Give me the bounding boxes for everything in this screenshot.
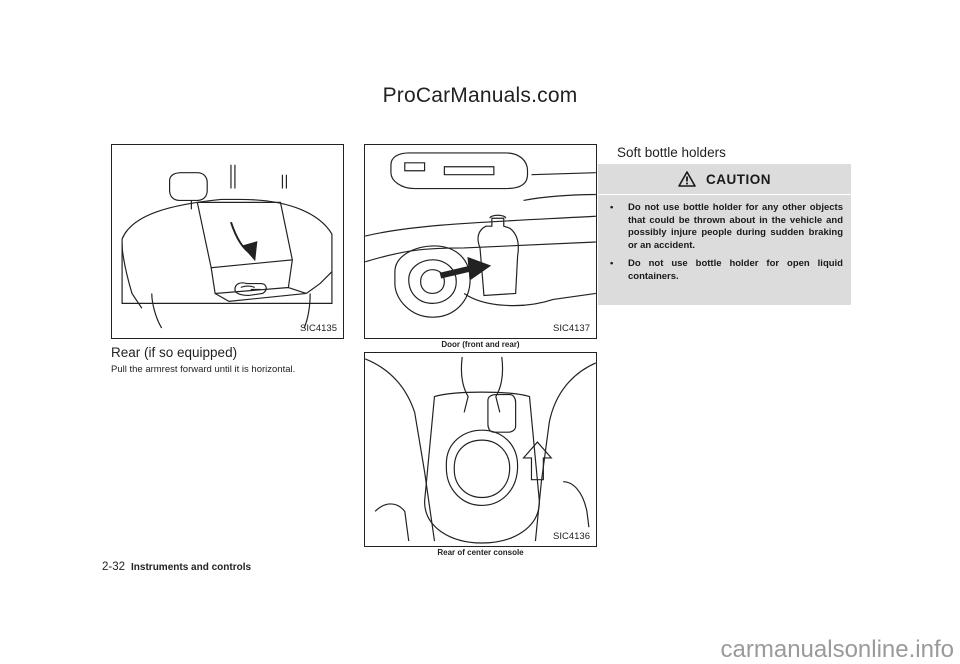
figure-caption-console: Rear of center console — [437, 548, 524, 557]
figure-armrest — [111, 144, 344, 339]
figure-door — [364, 144, 597, 339]
page-number: 2-32 — [102, 561, 126, 573]
figure-console — [364, 352, 597, 547]
door-illustration — [365, 145, 596, 338]
figure-code-door: SIC4137 — [553, 323, 590, 334]
caution-item — [598, 202, 851, 252]
armrest-illustration — [112, 145, 343, 338]
section-heading-soft-bottle-holders: Soft bottle holders — [617, 145, 726, 160]
warning-icon — [678, 171, 696, 187]
bullet: • — [610, 202, 614, 213]
section-title: Instruments and controls — [131, 562, 252, 573]
figure-code-console: SIC4136 — [553, 531, 590, 542]
armrest-instruction: Pull the armrest forward until it is horizontal. — [111, 364, 296, 375]
section-heading-rear: Rear (if so equipped) — [111, 345, 238, 360]
figure-caption-door: Door (front and rear) — [441, 340, 520, 349]
console-illustration — [365, 353, 596, 546]
caution-item-text: Do not use bottle holder for any other objects that could be thrown about in the vehicle and possibly injure people during sudden braking or an accident. — [628, 202, 843, 251]
caution-header — [598, 164, 851, 195]
caution-box — [598, 164, 851, 305]
bullet: • — [610, 258, 614, 269]
caution-item-text: Do not use bottle holder for open liquid containers. — [628, 258, 843, 282]
page-footer — [102, 561, 251, 573]
watermark-top: ProCarManuals.com — [382, 84, 578, 107]
caution-item — [598, 258, 851, 283]
caution-title: CAUTION — [706, 171, 771, 187]
watermark-bottom: carmanualsonline.info — [720, 636, 954, 663]
caution-list — [598, 202, 851, 289]
figure-code-armrest: SIC4135 — [300, 323, 337, 334]
